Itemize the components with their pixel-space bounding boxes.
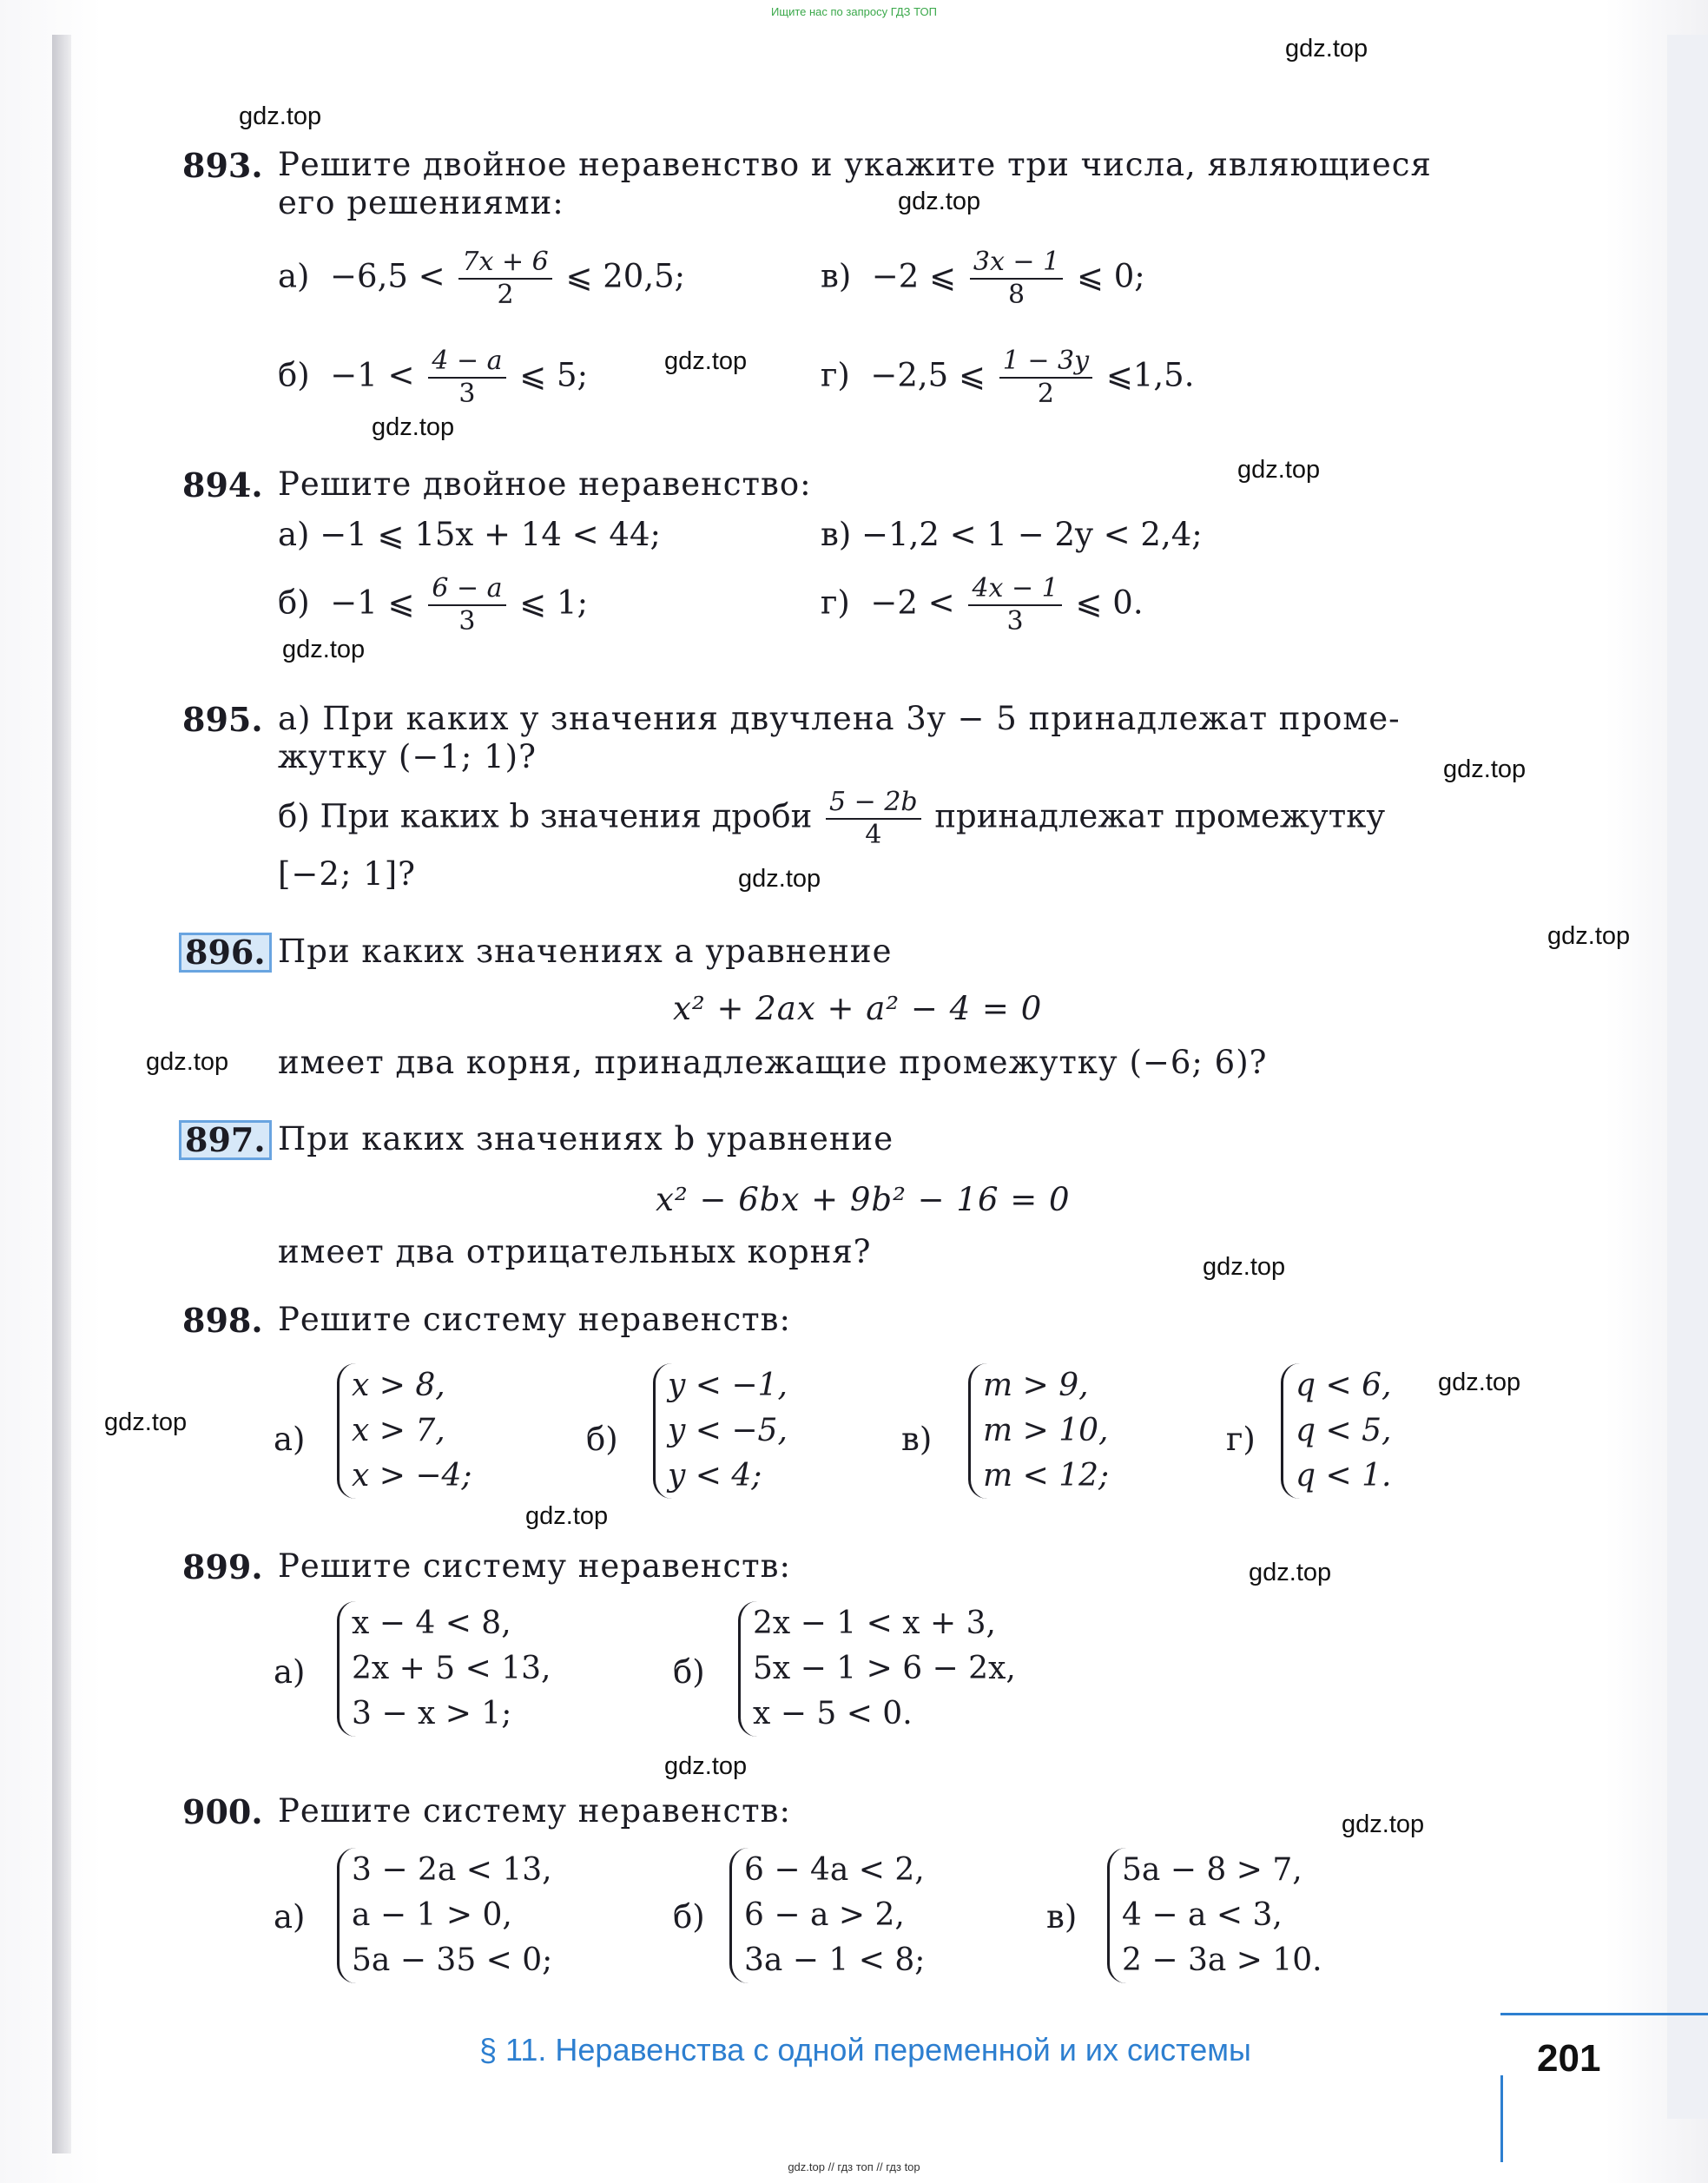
problem-text: [−2; 1]? xyxy=(278,855,417,893)
book-spine-shadow xyxy=(52,35,71,2153)
problem-number-894: 894. xyxy=(182,465,263,505)
watermark: gdz.top xyxy=(146,1048,229,1076)
item-895-b: б) При каких b значения дроби $\frac{5 - 2b}{4}$ принадлежат промежутку xyxy=(278,787,1386,850)
item-893-g: г) −2,5 ⩽ $\frac{1 - 3y}{2}$ ⩽1,5. xyxy=(821,346,1195,409)
system-898-g: q < 6, q < 5, q < 1. xyxy=(1281,1363,1391,1499)
problem-text: Решите систему неравенств: xyxy=(278,1792,791,1830)
problem-text: имеет два отрицательных корня? xyxy=(278,1233,872,1270)
problem-text: Решите систему неравенств: xyxy=(278,1547,791,1585)
watermark: gdz.top xyxy=(1237,456,1321,484)
item-893-v: в) −2 ⩽ $\frac{3x - 1}{8}$ ⩽ 0; xyxy=(821,247,1145,310)
problem-text: жутку (−1; 1)? xyxy=(278,738,537,775)
system-900-v: 5a − 8 > 7, 4 − a < 3, 2 − 3a > 10. xyxy=(1107,1848,1322,1983)
system-898-a: x > 8, x > 7, x > −4; xyxy=(337,1363,472,1499)
item-label: г) xyxy=(1226,1421,1256,1458)
problem-number-893: 893. xyxy=(182,146,263,185)
watermark: gdz.top xyxy=(898,188,981,215)
problem-text: Решите двойное неравенство и укажите три числа, являющиеся xyxy=(278,146,1432,183)
problem-number-899: 899. xyxy=(182,1547,263,1586)
watermark: gdz.top xyxy=(738,865,821,893)
item-894-g: г) −2 < $\frac{4x - 1}{3}$ ⩽ 0. xyxy=(821,573,1144,636)
problem-text: При каких значениях b уравнение xyxy=(278,1120,894,1157)
top-banner[interactable]: Ищите нас по запросу ГДЗ ТОП xyxy=(771,5,937,18)
item-label: в) xyxy=(901,1421,933,1458)
watermark: gdz.top xyxy=(282,636,366,663)
equation: x² − 6bx + 9b² − 16 = 0 xyxy=(656,1181,1071,1218)
watermark: gdz.top xyxy=(104,1408,188,1436)
item-label: а) xyxy=(274,1653,306,1691)
item-label: а) xyxy=(274,1898,306,1936)
system-899-a: x − 4 < 8, 2x + 5 < 13, 3 − x > 1; xyxy=(337,1601,551,1737)
problem-text: имеет два корня, принадлежащие промежутку (−6; 6)? xyxy=(278,1044,1268,1081)
problem-text: а) При каких y значения двучлена 3y − 5 принадлежат проме- xyxy=(278,700,1401,737)
watermark: gdz.top xyxy=(1443,755,1527,783)
system-899-b: 2x − 1 < x + 3, 5x − 1 > 6 − 2x, x − 5 < 0. xyxy=(738,1601,1016,1737)
watermark: gdz.top xyxy=(1342,1810,1425,1838)
item-label: в) xyxy=(1046,1898,1078,1936)
system-898-v: m > 9, m > 10, m < 12; xyxy=(968,1363,1109,1499)
problem-text: Решите систему неравенств: xyxy=(278,1301,791,1338)
footer-divider xyxy=(1500,2075,1503,2162)
item-label: б) xyxy=(673,1898,705,1936)
problem-text: его решениями: xyxy=(278,184,564,221)
item-893-b: б) −1 < $\frac{4 - a}{3}$ ⩽ 5; xyxy=(278,346,589,409)
system-900-b: 6 − 4a < 2, 6 − a > 2, 3a − 1 < 8; xyxy=(729,1848,925,1983)
watermark: gdz.top xyxy=(525,1502,609,1530)
watermark: gdz.top xyxy=(1438,1368,1521,1396)
problem-number-896: 896. xyxy=(179,933,272,973)
bottom-banner[interactable]: gdz.top // гдз топ // гдз top xyxy=(788,2160,920,2173)
item-label: а) xyxy=(274,1421,306,1458)
system-898-b: y < −1, y < −5, y < 4; xyxy=(653,1363,788,1499)
watermark: gdz.top xyxy=(1249,1559,1332,1586)
watermark: gdz.top xyxy=(664,347,748,375)
watermark: gdz.top xyxy=(1203,1253,1286,1281)
system-900-a: 3 − 2a < 13, a − 1 > 0, 5a − 35 < 0; xyxy=(337,1848,552,1983)
problem-number-898: 898. xyxy=(182,1301,263,1340)
watermark: gdz.top xyxy=(372,413,455,441)
page-edge xyxy=(1667,35,1708,2119)
item-894-v: в) −1,2 < 1 − 2y < 2,4; xyxy=(821,516,1203,553)
watermark: gdz.top xyxy=(664,1752,748,1780)
item-label: б) xyxy=(673,1653,705,1691)
page-number: 201 xyxy=(1537,2037,1601,2080)
problem-number-900: 900. xyxy=(182,1792,263,1831)
item-893-a: а) −6,5 < $\frac{7x + 6}{2}$ ⩽ 20,5; xyxy=(278,247,686,310)
watermark: gdz.top xyxy=(239,102,322,130)
item-894-b: б) −1 ⩽ $\frac{6 - a}{3}$ ⩽ 1; xyxy=(278,573,589,636)
problem-number-897: 897. xyxy=(179,1120,272,1160)
section-title: § 11. Неравенства с одной переменной и их системы xyxy=(479,2032,1251,2068)
equation: x² + 2ax + a² − 4 = 0 xyxy=(673,990,1043,1027)
problem-text: При каких значениях a уравнение xyxy=(278,933,893,970)
item-label: б) xyxy=(586,1421,618,1458)
footer-rule xyxy=(1500,2013,1708,2015)
item-894-a: а) −1 ⩽ 15x + 14 < 44; xyxy=(278,516,661,553)
watermark: gdz.top xyxy=(1547,922,1631,950)
watermark: gdz.top xyxy=(1285,35,1368,63)
problem-number-895: 895. xyxy=(182,700,263,739)
problem-text: Решите двойное неравенство: xyxy=(278,465,812,503)
